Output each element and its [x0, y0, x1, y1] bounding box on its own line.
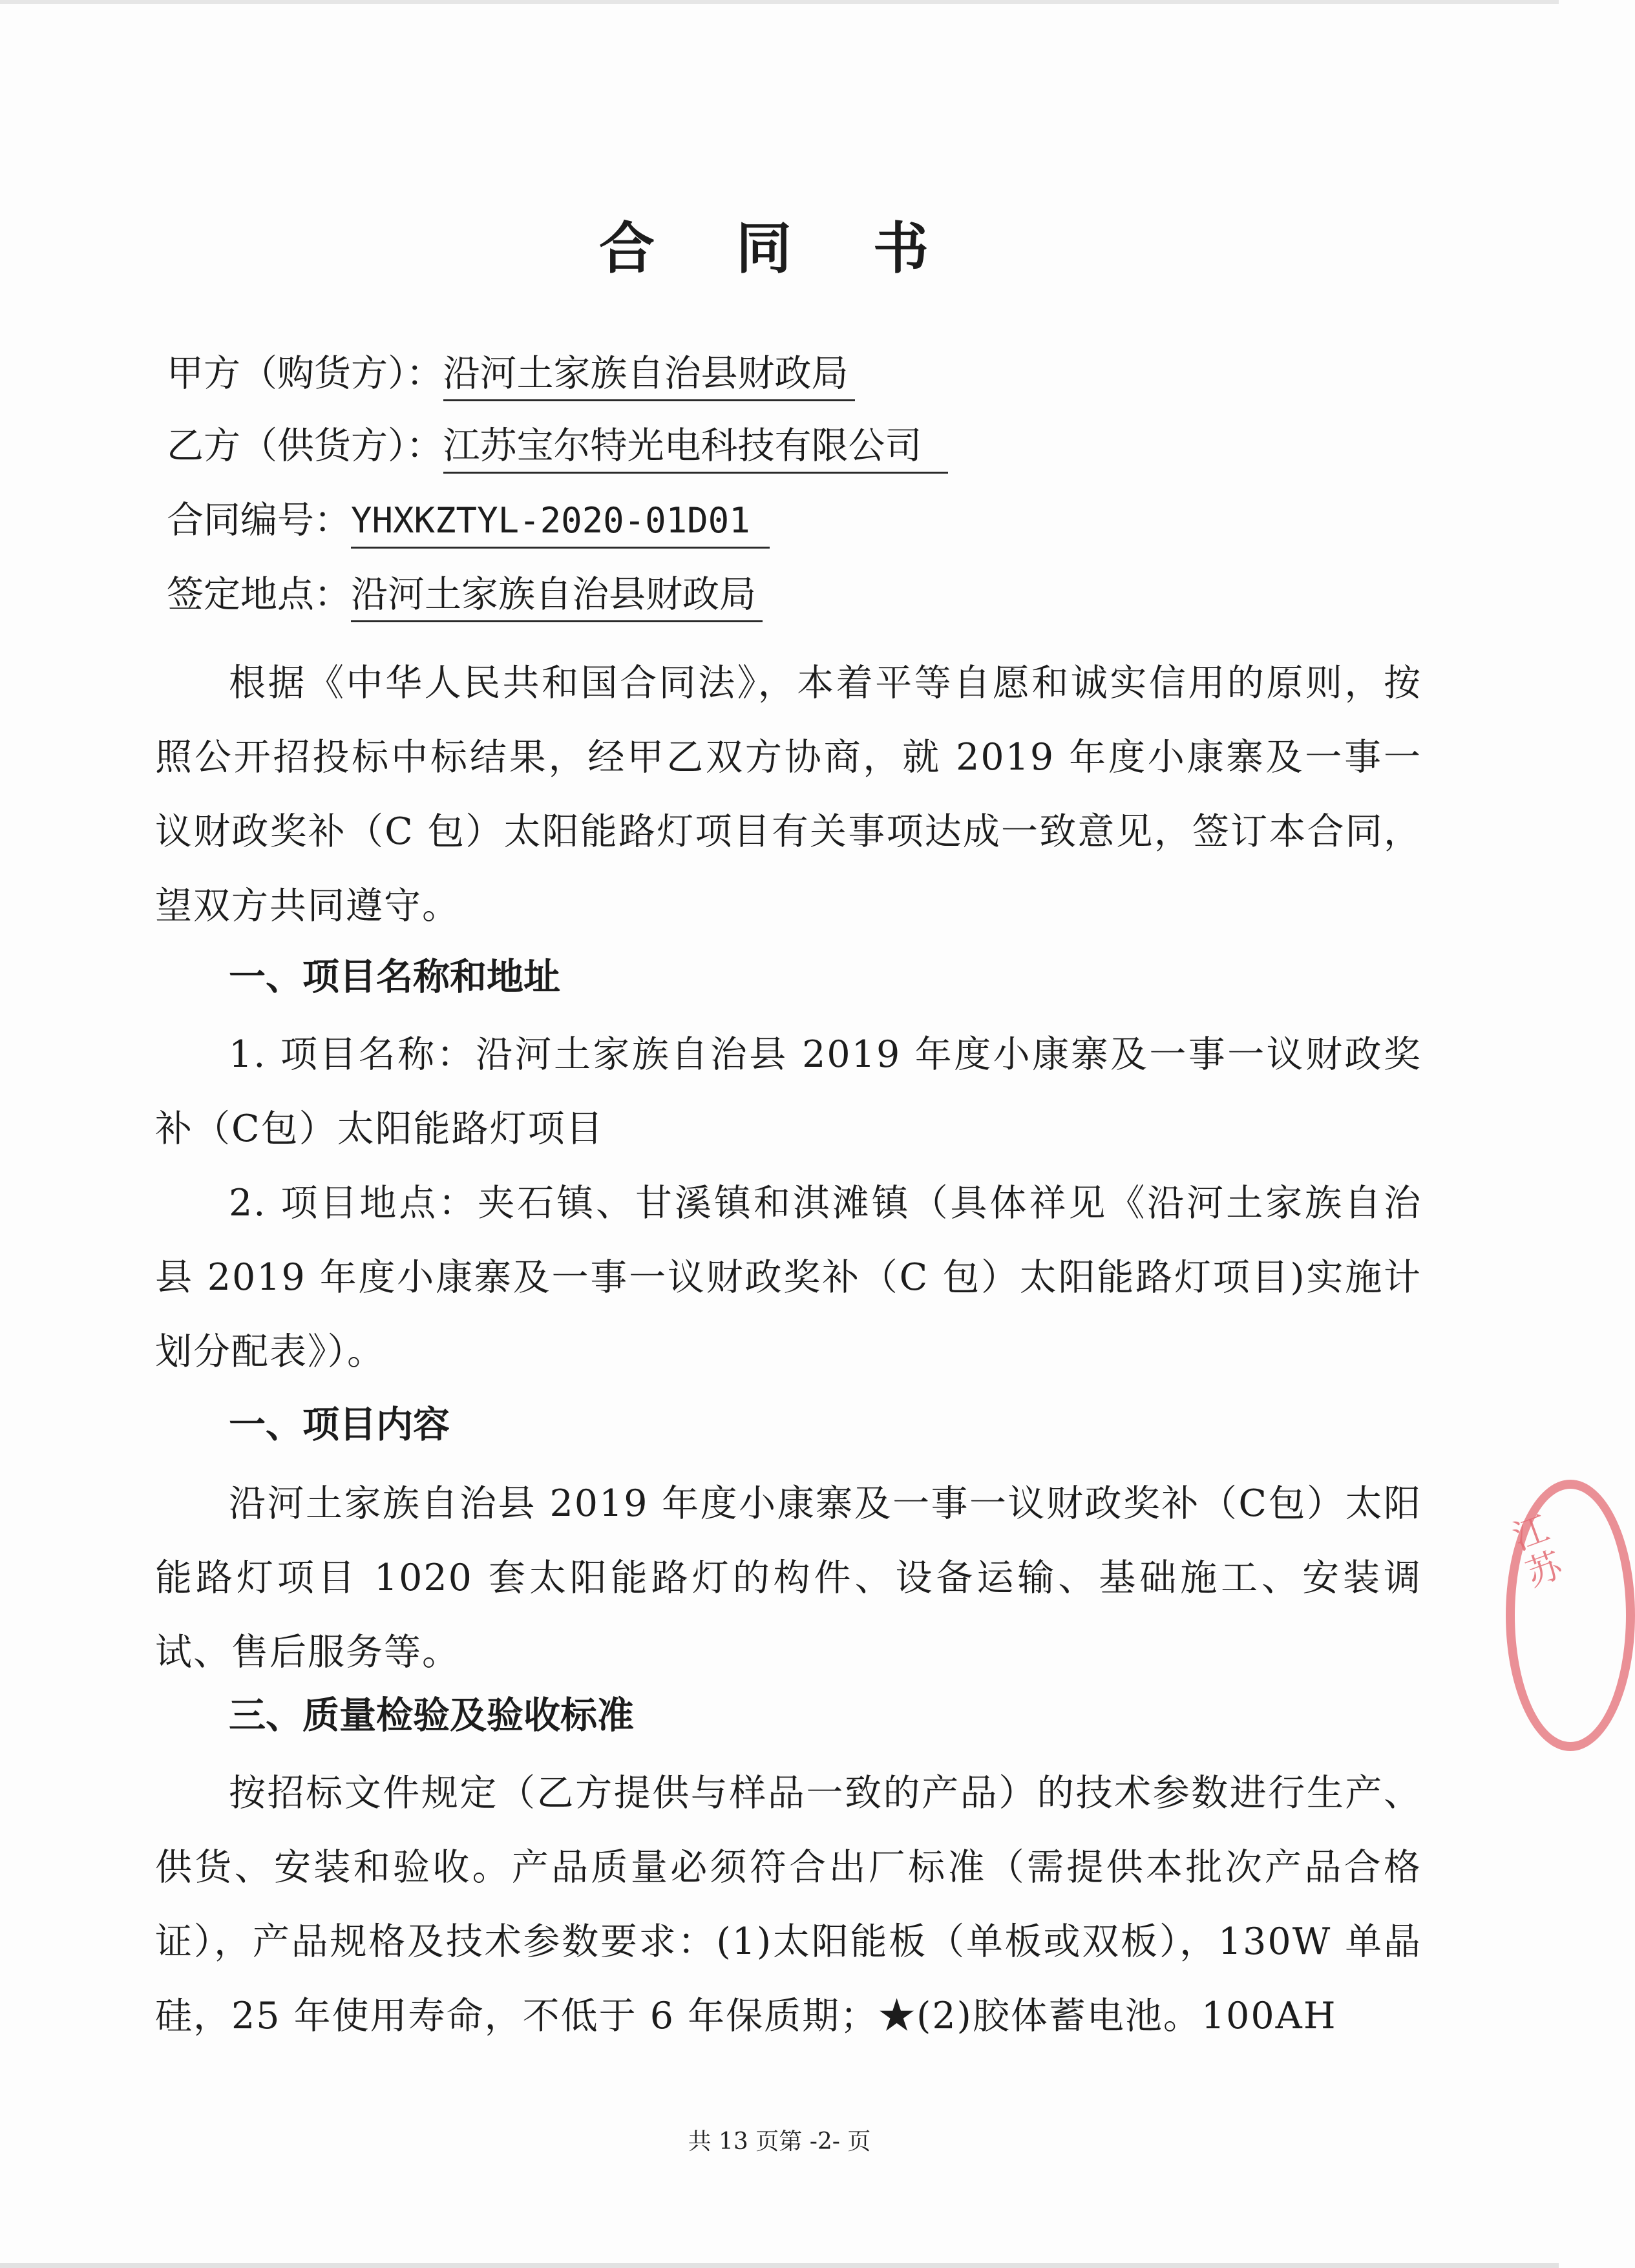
- sign-place-value: 沿河土家族自治县财政局: [351, 569, 763, 622]
- page-top-edge: [0, 0, 1559, 4]
- section3-heading: 三、质量检验及验收标准: [229, 1694, 634, 1737]
- section2-heading: 一、项目内容: [229, 1403, 450, 1446]
- contract-no-value: YHXKZTYL-2020-01D01: [351, 495, 770, 549]
- contract-no-row: [167, 494, 770, 549]
- intro-paragraph: 根据《中华人民共和国合同法》，本着平等自愿和诚实信用的原则，按照公开招投标中标结果，经甲乙双方协商，就 2019 年度小康寨及一事一议财政奖补（C 包）太阳能路灯项目有关事项达成一致意见，签订本合同，望双方共同遵守。: [155, 662, 1422, 927]
- page-footer: 共 13 页第 -2- 页: [688, 2128, 871, 2155]
- party-a-row: [167, 348, 855, 401]
- seal-stamp-text: 江苏: [1507, 1507, 1568, 1595]
- section2-body: 沿河土家族自治县 2019 年度小康寨及一事一议财政奖补（C包）太阳能路灯项目 1020 套太阳能路灯的构件、设备运输、基础施工、安装调试、售后服务等。: [155, 1482, 1422, 1674]
- party-b-value: 江苏宝尔特光电科技有限公司: [443, 420, 948, 474]
- party-b-label: 乙方（供货方）：: [167, 425, 443, 467]
- party-a-value: 沿河土家族自治县财政局: [443, 348, 855, 401]
- sign-place-row: [167, 569, 763, 622]
- party-a-label: 甲方（购货方）：: [167, 352, 443, 395]
- section1-heading: 一、项目名称和地址: [229, 955, 560, 998]
- section1-item1: 1. 项目名称：沿河土家族自治县 2019 年度小康寨及一事一议财政奖补（C包）太阳能路灯项目: [155, 1033, 1422, 1150]
- document-title: 合 同 书: [599, 216, 960, 281]
- sign-place-label: 签定地点：: [167, 573, 351, 616]
- page-bottom-edge: [0, 2263, 1559, 2268]
- section3-body: 按招标文件规定（乙方提供与样品一致的产品）的技术参数进行生产、供货、安装和验收。产品质量必须符合出厂标准（需提供本批次产品合格证），产品规格及技术参数要求：(1)太阳能板（单板或双板），130W 单晶硅，25 年使用寿命，不低于 6 年保质期；★(2)胶体蓄电池。100AH: [155, 1772, 1422, 2037]
- party-b-row: [167, 420, 948, 474]
- section1-item2: 2. 项目地点：夹石镇、甘溪镇和淇滩镇（具体祥见《沿河土家族自治县 2019 年度小康寨及一事一议财政奖补（C 包）太阳能路灯项目)实施计划分配表》）。: [155, 1182, 1422, 1373]
- contract-no-label: 合同编号：: [167, 499, 351, 541]
